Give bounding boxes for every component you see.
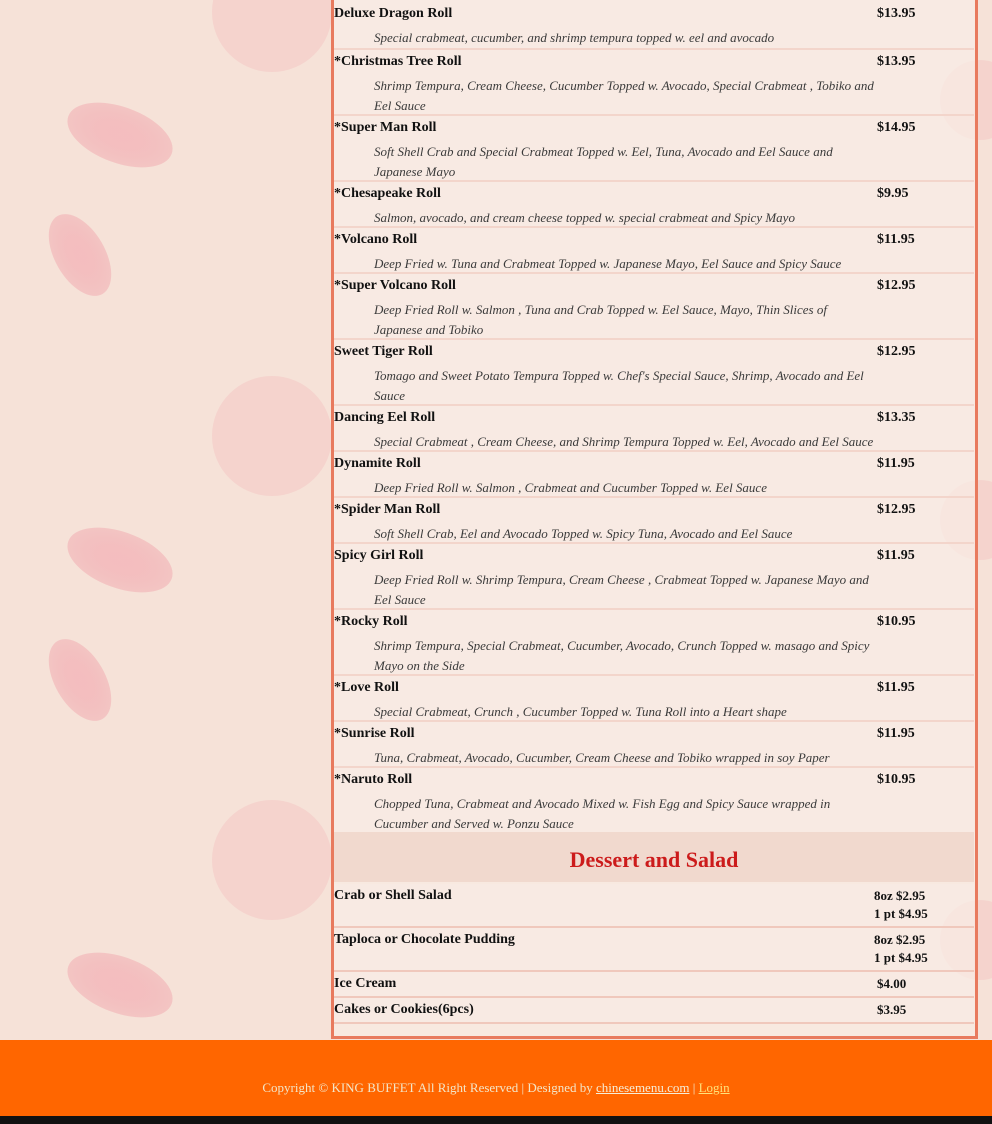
footer bbox=[0, 1040, 992, 1116]
copyright-text: Copyright © KING BUFFET All Right Reserved | Designed by bbox=[262, 1080, 593, 1095]
item-price: $12.95 bbox=[877, 278, 916, 293]
item-name: Crab or Shell Salad bbox=[334, 888, 452, 903]
list-item bbox=[334, 928, 974, 972]
list-item bbox=[334, 674, 974, 722]
item-name: *Super Man Roll bbox=[334, 120, 437, 135]
list-item bbox=[334, 48, 974, 116]
list-item bbox=[334, 114, 974, 182]
item-description: Soft Shell Crab, Eel and Avocado Topped w. Spicy Tuna, Avocado and Eel Sauce bbox=[374, 526, 793, 541]
list-item bbox=[334, 766, 974, 832]
item-name: Deluxe Dragon Roll bbox=[334, 6, 453, 21]
item-name: *Love Roll bbox=[334, 680, 399, 695]
list-item bbox=[334, 496, 974, 544]
item-description: Shrimp Tempura, Special Crabmeat, Cucumber, Avocado, Crunch Topped w. masago and Spicy Mayo on the Side bbox=[374, 638, 870, 673]
item-price: $11.95 bbox=[877, 456, 915, 471]
item-price: $14.95 bbox=[877, 120, 916, 135]
list-item bbox=[334, 972, 974, 998]
item-name: *Christmas Tree Roll bbox=[334, 54, 462, 69]
item-price: $10.95 bbox=[877, 614, 916, 629]
footer-separator: | bbox=[692, 1080, 696, 1095]
item-price: $11.95 bbox=[877, 548, 915, 563]
item-price: $3.95 bbox=[877, 1002, 907, 1017]
item-description: Deep Fried Roll w. Salmon , Crabmeat and Cucumber Topped w. Eel Sauce bbox=[374, 480, 767, 495]
item-price: $12.95 bbox=[877, 344, 916, 359]
item-description: Special Crabmeat, Crunch , Cucumber Topped w. Tuna Roll into a Heart shape bbox=[374, 704, 787, 719]
item-name: Cakes or Cookies(6pcs) bbox=[334, 1002, 474, 1017]
item-price: $11.95 bbox=[877, 680, 915, 695]
list-item bbox=[334, 272, 974, 340]
login-link[interactable]: Login bbox=[698, 1080, 730, 1095]
bottom-bar bbox=[0, 1116, 992, 1124]
list-item bbox=[334, 720, 974, 768]
item-name: *Rocky Roll bbox=[334, 614, 408, 629]
item-price: 8oz $2.95 bbox=[874, 932, 926, 947]
item-name: Taploca or Chocolate Pudding bbox=[334, 932, 515, 947]
item-price: $12.95 bbox=[877, 502, 916, 517]
designer-link[interactable]: chinesemenu.com bbox=[595, 1080, 690, 1095]
list-item bbox=[334, 608, 974, 676]
item-price: $10.95 bbox=[877, 772, 916, 787]
list-item bbox=[334, 542, 974, 610]
list-item bbox=[334, 404, 974, 452]
item-name: *Volcano Roll bbox=[334, 232, 418, 247]
item-price: $11.95 bbox=[877, 232, 915, 247]
item-description: Deep Fried Roll w. Shrimp Tempura, Cream Cheese , Crabmeat Topped w. Japanese Mayo and Eel Sauce bbox=[374, 572, 869, 607]
item-name: Dancing Eel Roll bbox=[334, 410, 436, 425]
footer-text bbox=[0, 1080, 992, 1096]
item-name: *Naruto Roll bbox=[334, 772, 413, 787]
item-name: *Sunrise Roll bbox=[334, 726, 415, 741]
item-description: Soft Shell Crab and Special Crabmeat Topped w. Eel, Tuna, Avocado and Eel Sauce and Japanese Mayo bbox=[374, 144, 833, 179]
item-price: $13.95 bbox=[877, 6, 916, 21]
item-name: Ice Cream bbox=[334, 976, 397, 991]
item-name: Spicy Girl Roll bbox=[334, 548, 424, 563]
item-price: $13.35 bbox=[877, 410, 916, 425]
item-name: *Spider Man Roll bbox=[334, 502, 441, 517]
item-price-secondary: 1 pt $4.95 bbox=[874, 906, 928, 921]
list-item bbox=[334, 998, 974, 1024]
item-description: Shrimp Tempura, Cream Cheese, Cucumber Topped w. Avocado, Special Crabmeat , Tobiko and Eel Sauce bbox=[374, 78, 874, 113]
item-name: Sweet Tiger Roll bbox=[334, 344, 433, 359]
item-description: Deep Fried w. Tuna and Crabmeat Topped w. Japanese Mayo, Eel Sauce and Spicy Sauce bbox=[374, 256, 842, 271]
item-price: $11.95 bbox=[877, 726, 915, 741]
item-name: Dynamite Roll bbox=[334, 456, 421, 471]
list-item bbox=[334, 338, 974, 406]
item-description: Special crabmeat, cucumber, and shrimp tempura topped w. eel and avocado bbox=[374, 30, 775, 45]
item-description: Special Crabmeat , Cream Cheese, and Shrimp Tempura Topped w. Eel, Avocado and Eel Sauce bbox=[374, 434, 874, 449]
list-item bbox=[334, 226, 974, 274]
item-description: Tomago and Sweet Potato Tempura Topped w. Chef's Special Sauce, Shrimp, Avocado and Eel Sauce bbox=[374, 368, 864, 403]
list-item bbox=[334, 884, 974, 928]
section-header bbox=[334, 832, 974, 882]
item-price: $13.95 bbox=[877, 54, 916, 69]
list-item bbox=[334, 180, 974, 228]
item-description: Deep Fried Roll w. Salmon , Tuna and Crab Topped w. Eel Sauce, Mayo, Thin Slices of Japanese and Tobiko bbox=[374, 302, 827, 337]
list-item bbox=[334, 450, 974, 498]
item-price: $4.00 bbox=[877, 976, 907, 991]
item-price: 8oz $2.95 bbox=[874, 888, 926, 903]
item-name: *Super Volcano Roll bbox=[334, 278, 456, 293]
item-price: $9.95 bbox=[877, 186, 909, 201]
item-price-secondary: 1 pt $4.95 bbox=[874, 950, 928, 965]
section-title: Dessert and Salad bbox=[569, 847, 739, 872]
item-description: Chopped Tuna, Crabmeat and Avocado Mixed w. Fish Egg and Spicy Sauce wrapped in Cucumber and Served w. Ponzu Sauce bbox=[374, 796, 831, 831]
list-item bbox=[334, 0, 974, 50]
item-description: Salmon, avocado, and cream cheese topped w. special crabmeat and Spicy Mayo bbox=[374, 210, 795, 225]
item-description: Tuna, Crabmeat, Avocado, Cucumber, Cream Cheese and Tobiko wrapped in soy Paper bbox=[374, 750, 830, 765]
item-name: *Chesapeake Roll bbox=[334, 186, 441, 201]
